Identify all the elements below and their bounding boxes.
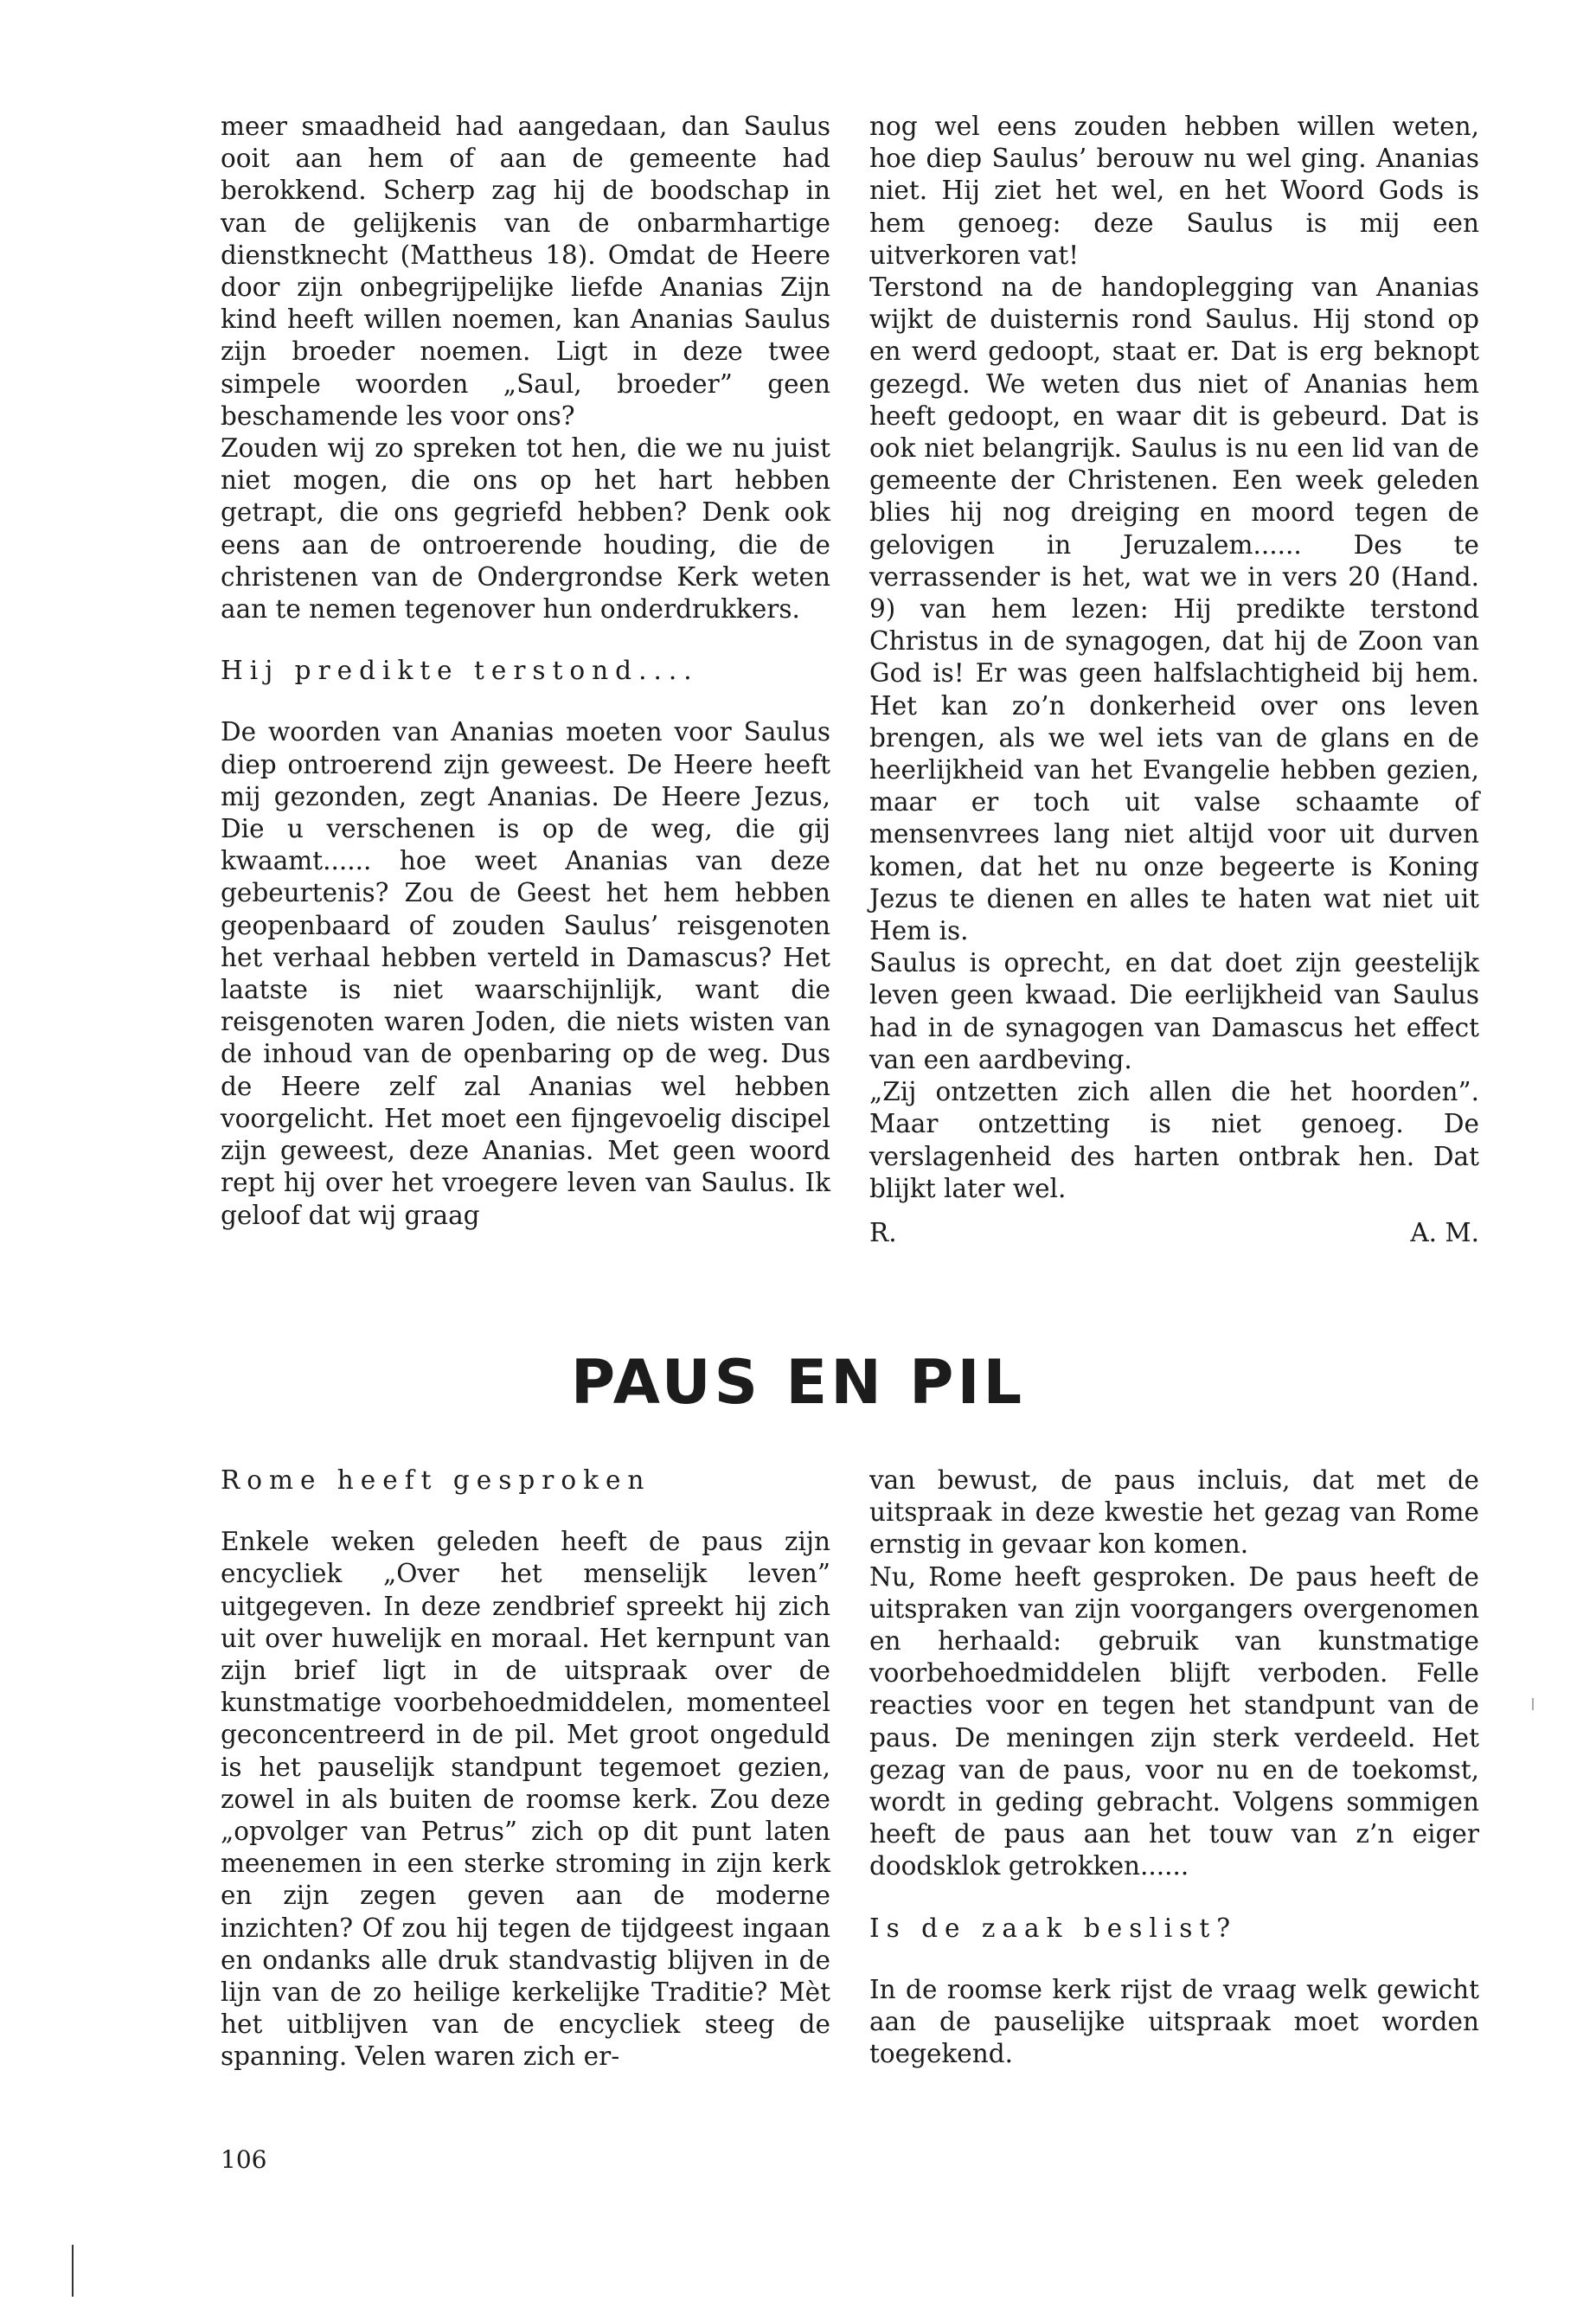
article2-left-column <box>221 1465 830 2073</box>
signature-name: A. M. <box>1410 1217 1479 1247</box>
paragraph: van bewust, de paus incluis, dat met de uitspraak in deze kwestie het gezag van Rome ernstig in gevaar kon komen. <box>869 1465 1479 1560</box>
subheading: Hij predikte terstond.... <box>221 656 699 686</box>
paragraph: Nu, Rome heeft gesproken. De paus heeft de uitspraken van zijn voorgangers overgenomen en herhaald: gebruik van kunstmatige voorbehoedmiddelen blijft verboden. Felle reacties voor en tegen het standpunt van de paus. De meningen zijn sterk verdeeld. Het gezag van de paus, voor nu en de toekomst, wordt in geding gebracht. Volgens sommigen heeft de paus aan het touw van z’n eiger doodsklok getrokken...... <box>869 1561 1479 1881</box>
subheading: Rome heeft gesproken <box>221 1465 651 1495</box>
margin-line <box>72 2245 74 2297</box>
paragraph: Saulus is oprecht, en dat doet zijn geestelijk leven geen kwaad. Die eerlijkheid van Saulus had in de synagogen van Damascus het effect van een aardbeving. <box>869 948 1479 1074</box>
paragraph: „Zij ontzetten zich allen die het hoorden”. Maar ontzetting is niet genoeg. De verslagenheid des harten ontbrak hen. Dat blijkt later wel. <box>869 1077 1479 1203</box>
article1-right-column <box>869 111 1479 1249</box>
signature-initial: R. <box>869 1217 897 1247</box>
paragraph: Zouden wij zo spreken tot hen, die we nu juist niet mogen, die ons op het hart hebben getrapt, die ons gegriefd hebben? Denk ook eens aan de ontroerende houding, die de christenen van de Ondergrondse Kerk weten aan te nemen tegenover hun onderdrukkers. <box>221 433 830 625</box>
page-number: 106 <box>221 2145 267 2174</box>
article-title: PAUS EN PIL <box>570 1347 1026 1418</box>
margin-speck <box>1532 1698 1534 1710</box>
paragraph: nog wel eens zouden hebben willen weten, hoe diep Saulus’ berouw nu wel ging. Ananias niet. Hij ziet het wel, en het Woord Gods is hem genoeg: deze Saulus is mij een uitverkoren vat! <box>869 112 1479 270</box>
paragraph: De woorden van Ananias moeten voor Saulus diep ontroerend zijn geweest. De Heere heeft mij gezonden, zegt Ananias. De Heere Jezus, Die u verschenen is op de weg, die gij kwaamt...... hoe weet Ananias van deze gebeurtenis? Zou de Geest het hem hebben geopenbaard of zouden Saulus’ reisgenoten het verhaal hebben verteld in Damascus? Het laatste is niet waarschijnlijk, want die reisgenoten waren Joden, die niets wisten van de inhoud van de openbaring op de weg. Dus de Heere zelf zal Ananias wel hebben voorgelicht. Het moet een fijngevoelig discipel zijn geweest, deze Ananias. Met geen woord rept hij over het vroegere leven van Saulus. Ik geloof dat wij graag <box>221 717 830 1230</box>
subheading: Is de zaak beslist? <box>869 1913 1238 1943</box>
author-signature <box>869 1217 1479 1249</box>
article1-left-column <box>221 111 830 1232</box>
article2-right-column <box>869 1465 1479 2070</box>
paragraph: Terstond na de handoplegging van Ananias wijkt de duisternis rond Saulus. Hij stond op en werd gedoopt, staat er. Dat is erg beknopt gezegd. We weten dus niet of Ananias hem heeft gedoopt, en waar dit is gebeurd. Dat is ook niet belangrijk. Saulus is nu een lid van de gemeente der Christenen. Een week geleden blies hij nog dreiging en moord tegen de gelovigen in Jeruzalem...... Des te verrassender is het, wat we in vers 20 (Hand. 9) van hem lezen: Hij predikte terstond Christus in de synagogen, dat hij de Zoon van God is! Er was geen halfslachtigheid bij hem. Het kan zo’n donkerheid over ons leven brengen, als we wel iets van de glans en de heerlijkheid van het Evangelie hebben gezien, maar er toch uit valse schaamte of mensenvrees lang niet altijd voor uit durven komen, dat het nu onze begeerte is Koning Jezus te dienen en alles te haten wat niet uit Hem is. <box>869 272 1479 946</box>
paragraph: In de roomse kerk rijst de vraag welk gewicht aan de pauselijke uitspraak moet worden toegekend. <box>869 1974 1479 2069</box>
paragraph: meer smaadheid had aangedaan, dan Saulus ooit aan hem of aan de gemeente had berokkend. Scherp zag hij de boodschap in van de gelijkenis van de onbarmhartige dienstknecht (Mattheus 18). Omdat de Heere door zijn onbegrijpelijke liefde Ananias Zijn kind heeft willen noemen, kan Ananias Saulus zijn broeder noemen. Ligt in deze twee simpele woorden „Saul, broeder” geen beschamende les voor ons? <box>221 112 830 431</box>
paragraph: Enkele weken geleden heeft de paus zijn encycliek „Over het menselijk leven” uitgegeven. In deze zendbrief spreekt hij zich uit over huwelijk en moraal. Het kernpunt van zijn brief ligt in de uitspraak over de kunstmatige voorbehoedmiddelen, momenteel geconcentreerd in de pil. Met groot ongeduld is het pauselijk standpunt tegemoet gezien, zowel in als buiten de roomse kerk. Zou deze „opvolger van Petrus” zich op dit punt laten meenemen in een sterke stroming in zijn kerk en zijn zegen geven aan de moderne inzichten? Of zou hij tegen de tijdgeest ingaan en ondanks alle druk standvastig blijven in de lijn van de zo heilige kerkelijke Traditie? Mèt het uitblijven van de encycliek steeg de spanning. Velen waren zich er- <box>221 1527 830 2072</box>
